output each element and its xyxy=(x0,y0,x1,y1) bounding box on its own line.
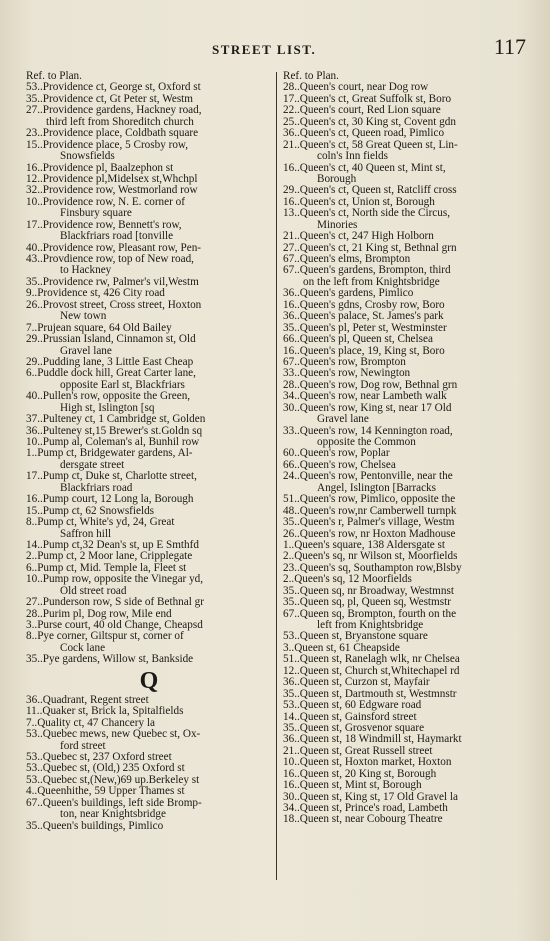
street-entry: 53..Quebec st,(New,)69 up.Berkeley st xyxy=(26,773,200,786)
street-entry: 35..Providence ct, Gt Peter st, Westm xyxy=(26,92,193,105)
street-entry: 67..Queen sq, Brompton, fourth on the xyxy=(283,607,457,620)
entry-continuation: High st, Islington [sq xyxy=(60,401,155,414)
street-entry: 6..Puddle dock hill, Great Carter lane, xyxy=(26,367,196,380)
entry-continuation: Old street road xyxy=(60,584,127,597)
street-entry: 3..Queen st, 61 Cheapside xyxy=(283,641,400,654)
street-entry: 26..Provost street, Cross street, Hoxton xyxy=(26,298,202,311)
street-entry: 7..Prujean square, 64 Old Bailey xyxy=(26,321,172,334)
entry-continuation: left from Knightsbridge xyxy=(317,619,424,631)
street-entry: 35..Pye gardens, Willow st, Bankside xyxy=(26,653,194,666)
street-entry: 53..Providence ct, George st, Oxford st xyxy=(26,81,201,94)
street-entry: 14..Pump ct,32 Dean's st, up E Smthfd xyxy=(26,538,199,551)
entry-continuation: opposite the Common xyxy=(317,436,416,448)
entry-continuation: coln's Inn fields xyxy=(317,150,388,163)
entry-continuation: ford street xyxy=(60,739,106,752)
street-entry: 21..Queen st, Great Russell street xyxy=(283,744,433,757)
street-entry: 29..Queen's ct, Queen st, Ratcliff cross xyxy=(283,184,457,197)
street-entry: 66..Queen's row, Chelsea xyxy=(283,458,396,471)
street-entry: 33..Queen's row, Newington xyxy=(283,367,411,380)
street-entry: 36..Queen's palace, St. James's park xyxy=(283,310,444,323)
running-head: STREET LIST. xyxy=(212,42,317,57)
street-entry: 26..Queen's row, nr Hoxton Madhouse xyxy=(283,527,456,540)
street-entry: 8..Pump ct, White's yd, 24, Great xyxy=(26,516,175,529)
street-entry: 13..Queen's ct, North side the Circus, xyxy=(283,207,450,220)
street-entry: 11..Quaker st, Brick la, Spitalfields xyxy=(26,705,184,718)
street-entry: 67..Queen's buildings, left side Bromp- xyxy=(26,796,202,809)
street-entry: 1..Pump ct, Bridgewater gardens, Al- xyxy=(26,447,193,460)
street-entry: 27..Punderson row, S side of Bethnal gr xyxy=(26,596,204,609)
street-entry: 32..Providence row, Westmorland row xyxy=(26,184,198,197)
street-entry: 34..Queen st, Prince's road, Lambeth xyxy=(283,802,448,814)
street-entry: 35..Queen st, Grosvenor square xyxy=(283,721,425,734)
street-entry: 23..Queen's sq, Southampton row,Blsby xyxy=(283,561,462,574)
street-entry: 1..Queen's square, 138 Aldersgate st xyxy=(283,538,446,551)
street-entry: 16..Queen's place, 19, King st, Boro xyxy=(283,344,445,357)
street-entry: 29..Prussian Island, Cinnamon st, Old xyxy=(26,333,196,346)
entry-continuation: opposite Earl st, Blackfriars xyxy=(60,378,185,391)
street-entry: 36..Queen st, Curzon st, Mayfair xyxy=(283,676,430,689)
street-entry: 35..Queen sq, nr Broadway, Westmnst xyxy=(283,584,454,597)
street-entry: 18..Queen st, near Cobourg Theatre xyxy=(283,813,443,826)
street-entry: 37..Pulteney ct, 1 Cambridge st, Golden xyxy=(26,413,206,426)
street-entry: 35..Queen's buildings, Pimlico xyxy=(26,819,164,832)
street-entry: 15..Pump ct, 62 Snowsfields xyxy=(26,504,155,517)
street-entry: 15..Providence place, 5 Crosby row, xyxy=(26,138,189,151)
street-entry: 2..Queen's sq, 12 Moorfields xyxy=(283,573,412,586)
entry-continuation: Blackfriars road [tonville xyxy=(60,230,174,243)
street-entry: 16..Queen st, Mint st, Borough xyxy=(283,779,422,792)
entry-continuation: Saffron hill xyxy=(60,527,112,540)
street-entry: 35..Providence rw, Palmer's vil,Westm xyxy=(26,275,199,288)
street-entry: 16..Queen's gdns, Crosby row, Boro xyxy=(283,298,445,311)
street-entry: 67..Queen's gardens, Brompton, third xyxy=(283,264,451,277)
street-entry: 16..Queen's ct, 40 Queen st, Mint st, xyxy=(283,161,446,174)
street-entry: 16..Pump court, 12 Long la, Borough xyxy=(26,493,194,506)
street-entry: 28..Queen's court, near Dog row xyxy=(283,81,429,94)
entry-continuation: Gravel lane xyxy=(60,344,112,357)
street-entry: 36..Queen's gardens, Pimlico xyxy=(283,287,414,300)
entry-continuation: dersgate street xyxy=(60,458,125,471)
street-entry: 53..Quebec mews, new Quebec st, Ox- xyxy=(26,728,201,741)
street-entry: 35..Queen st, Dartmouth st, Westmnstr xyxy=(283,687,457,700)
street-entry: 27..Providence gardens, Hackney road, xyxy=(26,104,202,117)
left-column xyxy=(26,71,272,832)
right-column xyxy=(283,71,529,826)
street-entry: 7..Quality ct, 47 Chancery la xyxy=(26,716,155,729)
street-entry: 48..Queen's row,nr Camberwell turnpk xyxy=(283,504,457,517)
street-entry: 16..Providence pl, Baalzephon st xyxy=(26,161,174,174)
street-entry: 67..Queen's elms, Brompton xyxy=(283,253,411,265)
street-entry: 17..Queen's ct, Great Suffolk st, Boro xyxy=(283,92,452,105)
entry-continuation: Angel, Islington [Barracks xyxy=(317,481,436,494)
entry-continuation: Finsbury square xyxy=(60,207,132,220)
entry-continuation: to Hackney xyxy=(60,264,112,277)
street-entry: 43..Provdience row, top of New road, xyxy=(26,253,194,265)
entry-continuation: ton, near Knightsbridge xyxy=(60,808,166,821)
street-entry: 40..Pullen's row, opposite the Green, xyxy=(26,390,191,403)
street-entry: 33..Queen's row, 14 Kennington road, xyxy=(283,424,453,437)
entry-continuation: New town xyxy=(60,310,107,323)
column-heading: Ref. to Plan. xyxy=(26,70,82,82)
street-entry: 12..Queen st, Church st,Whitechapel rd xyxy=(283,664,460,677)
street-entry: 53..Queen st, Bryanstone square xyxy=(283,630,428,643)
street-entry: 53..Quebec st, 237 Oxford street xyxy=(26,750,172,763)
street-entry: 16..Queen's ct, Union st, Borough xyxy=(283,195,435,208)
entry-continuation: on the left from Knightsbridge xyxy=(303,275,440,288)
street-entry: 24..Queen's row, Pentonville, near the xyxy=(283,470,453,483)
column-divider xyxy=(276,72,277,880)
street-entry: 30..Queen's row, King st, near 17 Old xyxy=(283,401,452,414)
street-entry: 2..Queen's sq, nr Wilson st, Moorfields xyxy=(283,550,458,563)
street-entry: 4..Queenhithe, 59 Upper Thames st xyxy=(26,785,185,798)
street-entry: 9..Providence st, 426 City road xyxy=(26,287,165,300)
entry-continuation: Cock lane xyxy=(60,641,106,654)
street-entry: 6..Pump ct, Mid. Temple la, Fleet st xyxy=(26,561,187,574)
entry-continuation: Gravel lane xyxy=(317,413,369,426)
street-entry: 16..Queen st, 20 King st, Borough xyxy=(283,767,437,780)
street-entry: 10..Pump row, opposite the Vinegar yd, xyxy=(26,573,204,586)
street-entry: 36..Queen's ct, Queen road, Pimlico xyxy=(283,127,445,140)
section-letter: Q xyxy=(139,667,159,694)
street-entry: 10..Providence row, N. E. corner of xyxy=(26,195,185,208)
street-entry: 23..Providence place, Coldbath square xyxy=(26,127,199,140)
street-entry: 17..Pump ct, Duke st, Charlotte street, xyxy=(26,470,197,483)
street-entry: 36..Quadrant, Regent street xyxy=(26,693,149,706)
street-entry: 25..Queen's ct, 30 King st, Covent gdn xyxy=(283,115,456,128)
street-entry: 2..Pump ct, 2 Moor lane, Cripplegate xyxy=(26,550,193,563)
street-entry: 35..Queen's r, Palmer's village, Westm xyxy=(283,516,455,529)
street-entry: 30..Queen st, King st, 17 Old Gravel la xyxy=(283,790,458,803)
entry-continuation: Borough xyxy=(317,172,357,185)
street-entry: 3..Purse court, 40 old Change, Cheapsd xyxy=(26,619,203,631)
street-entry: 14..Queen st, Gainsford street xyxy=(283,710,417,723)
entry-continuation: third left from Shoreditch church xyxy=(46,115,194,128)
street-entry: 21..Queen's ct, 58 Great Queen st, Lin- xyxy=(283,138,458,151)
street-entry: 36..Pulteney st,15 Brewer's st.Goldn sq xyxy=(26,424,203,437)
street-entry: 36..Queen st, 18 Windmill st, Haymarkt xyxy=(283,733,462,746)
page-header xyxy=(0,34,550,64)
column-heading: Ref. to Plan. xyxy=(283,70,339,82)
street-entry: 67..Queen's row, Brompton xyxy=(283,355,406,368)
street-entry: 35..Queen's pl, Peter st, Westminster xyxy=(283,321,447,334)
street-entry: 17..Providence row, Bennett's row, xyxy=(26,218,182,231)
street-entry: 35..Queen sq, pl, Queen sq, Westmstr xyxy=(283,596,451,609)
street-entry: 51..Queen st, Ranelagh wlk, nr Chelsea xyxy=(283,653,460,666)
street-entry: 28..Purim pl, Dog row, Mile end xyxy=(26,607,172,620)
street-entry: 66..Queen's pl, Queen st, Chelsea xyxy=(283,333,433,346)
street-entry: 29..Pudding lane, 3 Little East Cheap xyxy=(26,355,194,368)
street-entry: 27..Queen's ct, 21 King st, Bethnal grn xyxy=(283,241,457,254)
street-entry: 28..Queen's row, Dog row, Bethnal grn xyxy=(283,378,458,391)
street-entry: 51..Queen's row, Pimlico, opposite the xyxy=(283,493,456,506)
street-entry: 10..Pump al, Coleman's al, Bunhil row xyxy=(26,436,200,448)
street-entry: 34..Queen's row, near Lambeth walk xyxy=(283,390,447,403)
street-entry: 12..Providence pl,Midelsex st,Whchpl xyxy=(26,172,198,185)
entry-continuation: Minories xyxy=(317,218,358,231)
street-entry: 53..Quebec st, (Old,) 235 Oxford st xyxy=(26,762,185,775)
entry-continuation: Snowsfields xyxy=(60,150,115,163)
street-entry: 53..Queen st, 60 Edgware road xyxy=(283,699,422,712)
street-entry: 22..Queen's court, Red Lion square xyxy=(283,104,441,117)
street-entry: 8..Pye corner, Giltspur st, corner of xyxy=(26,630,184,643)
page-number: 117 xyxy=(493,34,526,59)
street-entry: 10..Queen st, Hoxton market, Hoxton xyxy=(283,756,452,769)
street-entry: 40..Providence row, Pleasant row, Pen- xyxy=(26,241,202,254)
street-entry: 21..Queen's ct, 247 High Holborn xyxy=(283,230,434,243)
street-entry: 60..Queen's row, Poplar xyxy=(283,447,390,460)
entry-continuation: Blackfriars road xyxy=(60,481,133,494)
